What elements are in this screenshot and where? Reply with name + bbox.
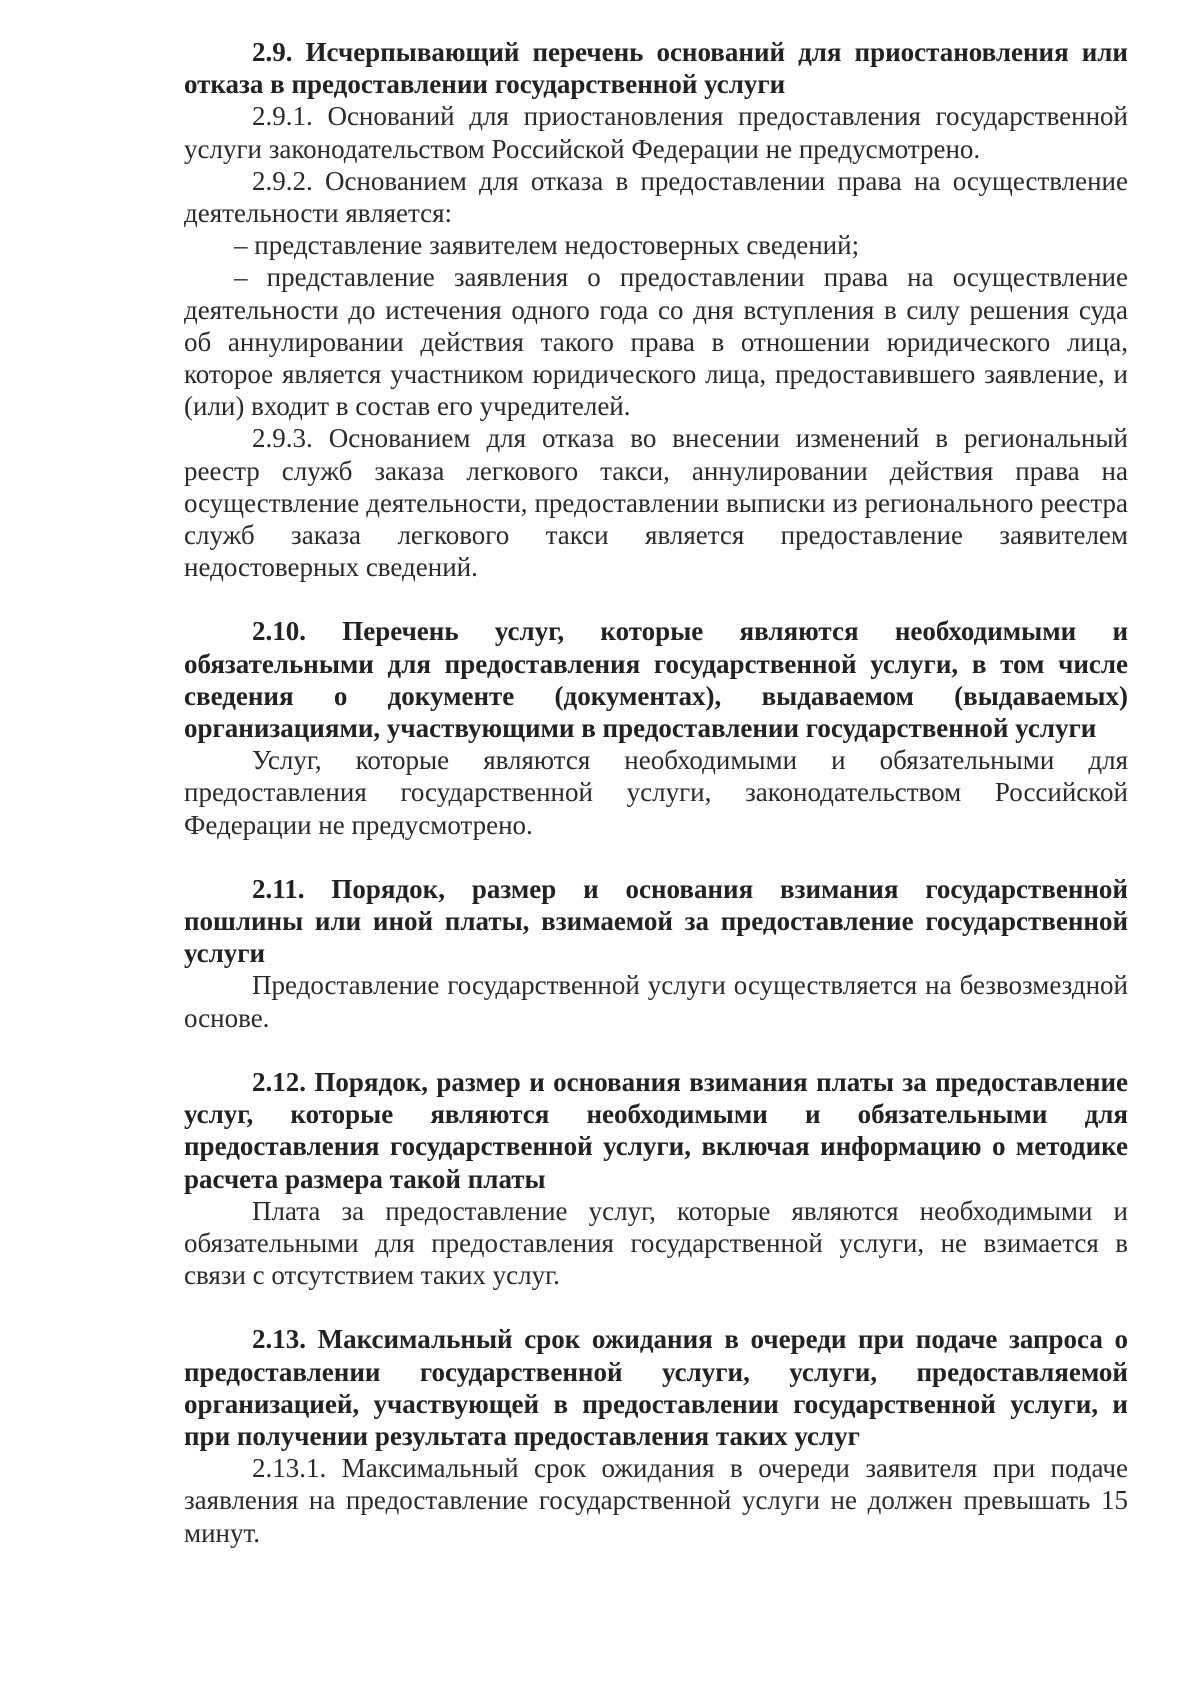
section-heading-2-10: 2.10. Перечень услуг, которые являются необходимыми и обязательными для предоставления государственной услуги, в том числе сведения о документе (документах), выдаваемом (выдаваемых) организациями, участвующими в предоставлении государственной услуги <box>184 616 1128 744</box>
section-heading-2-9: 2.9. Исчерпывающий перечень оснований для приостановления или отказа в предоставлении государственной услуги <box>184 37 1128 100</box>
paragraph-2-13-1: 2.13.1. Максимальный срок ожидания в очереди заявителя при подаче заявления на предоставление государственной услуги не должен превышать 15 минут. <box>184 1453 1128 1548</box>
section-heading-2-11: 2.11. Порядок, размер и основания взимания государственной пошлины или иной платы, взимаемой за предоставление государственной услуги <box>184 873 1128 969</box>
paragraph-2-9-3: 2.9.3. Основанием для отказа во внесении изменений в региональный реестр служб заказа легкового такси, аннулировании действия права на осуществление деятельности, предоставлении выписки из регионального реестра служб заказа легкового такси является предоставление заявителем недостоверных сведений. <box>184 423 1128 583</box>
list-item: – представление заявителем недостоверных сведений; <box>234 230 860 261</box>
paragraph-2-11: Предоставление государственной услуги осуществляется на безвозмездной основе. <box>184 970 1128 1033</box>
document-page <box>184 36 1128 1549</box>
paragraph-2-9-1: 2.9.1. Оснований для приостановления предоставления государственной услуги законодательством Российской Федерации не предусмотрено. <box>184 101 1128 164</box>
section-heading-2-12: 2.12. Порядок, размер и основания взимания платы за предоставление услуг, которые являются необходимыми и обязательными для предоставления государственной услуги, включая информацию о методике расчета размера такой платы <box>184 1066 1128 1194</box>
section-heading-2-13: 2.13. Максимальный срок ожидания в очереди при подаче запроса о предоставлении государственной услуги, услуги, предоставляемой организацией, участвующей в предоставлении государственной услуги, и при получении результата предоставления таких услуг <box>184 1324 1128 1451</box>
paragraph-2-9-2: 2.9.2. Основанием для отказа в предоставлении права на осуществление деятельности является: <box>184 165 1128 229</box>
paragraph-2-12: Плата за предоставление услуг, которые являются необходимыми и обязательными для предоставления государственной услуги, не взимается в связи с отсутствием таких услуг. <box>184 1195 1128 1291</box>
list-item: – представление заявления о предоставлении права на осуществление деятельности до истечения одного года со дня вступления в силу решения суда об аннулировании действия такого права в отношении юридического лица, которое является участником юридического лица, предоставившего заявление, и (или) входит в состав его учредителей. <box>184 262 1128 422</box>
paragraph-2-10: Услуг, которые являются необходимыми и обязательными для предоставления государственной услуги, законодательством Российской Федерации не предусмотрено. <box>184 745 1128 840</box>
